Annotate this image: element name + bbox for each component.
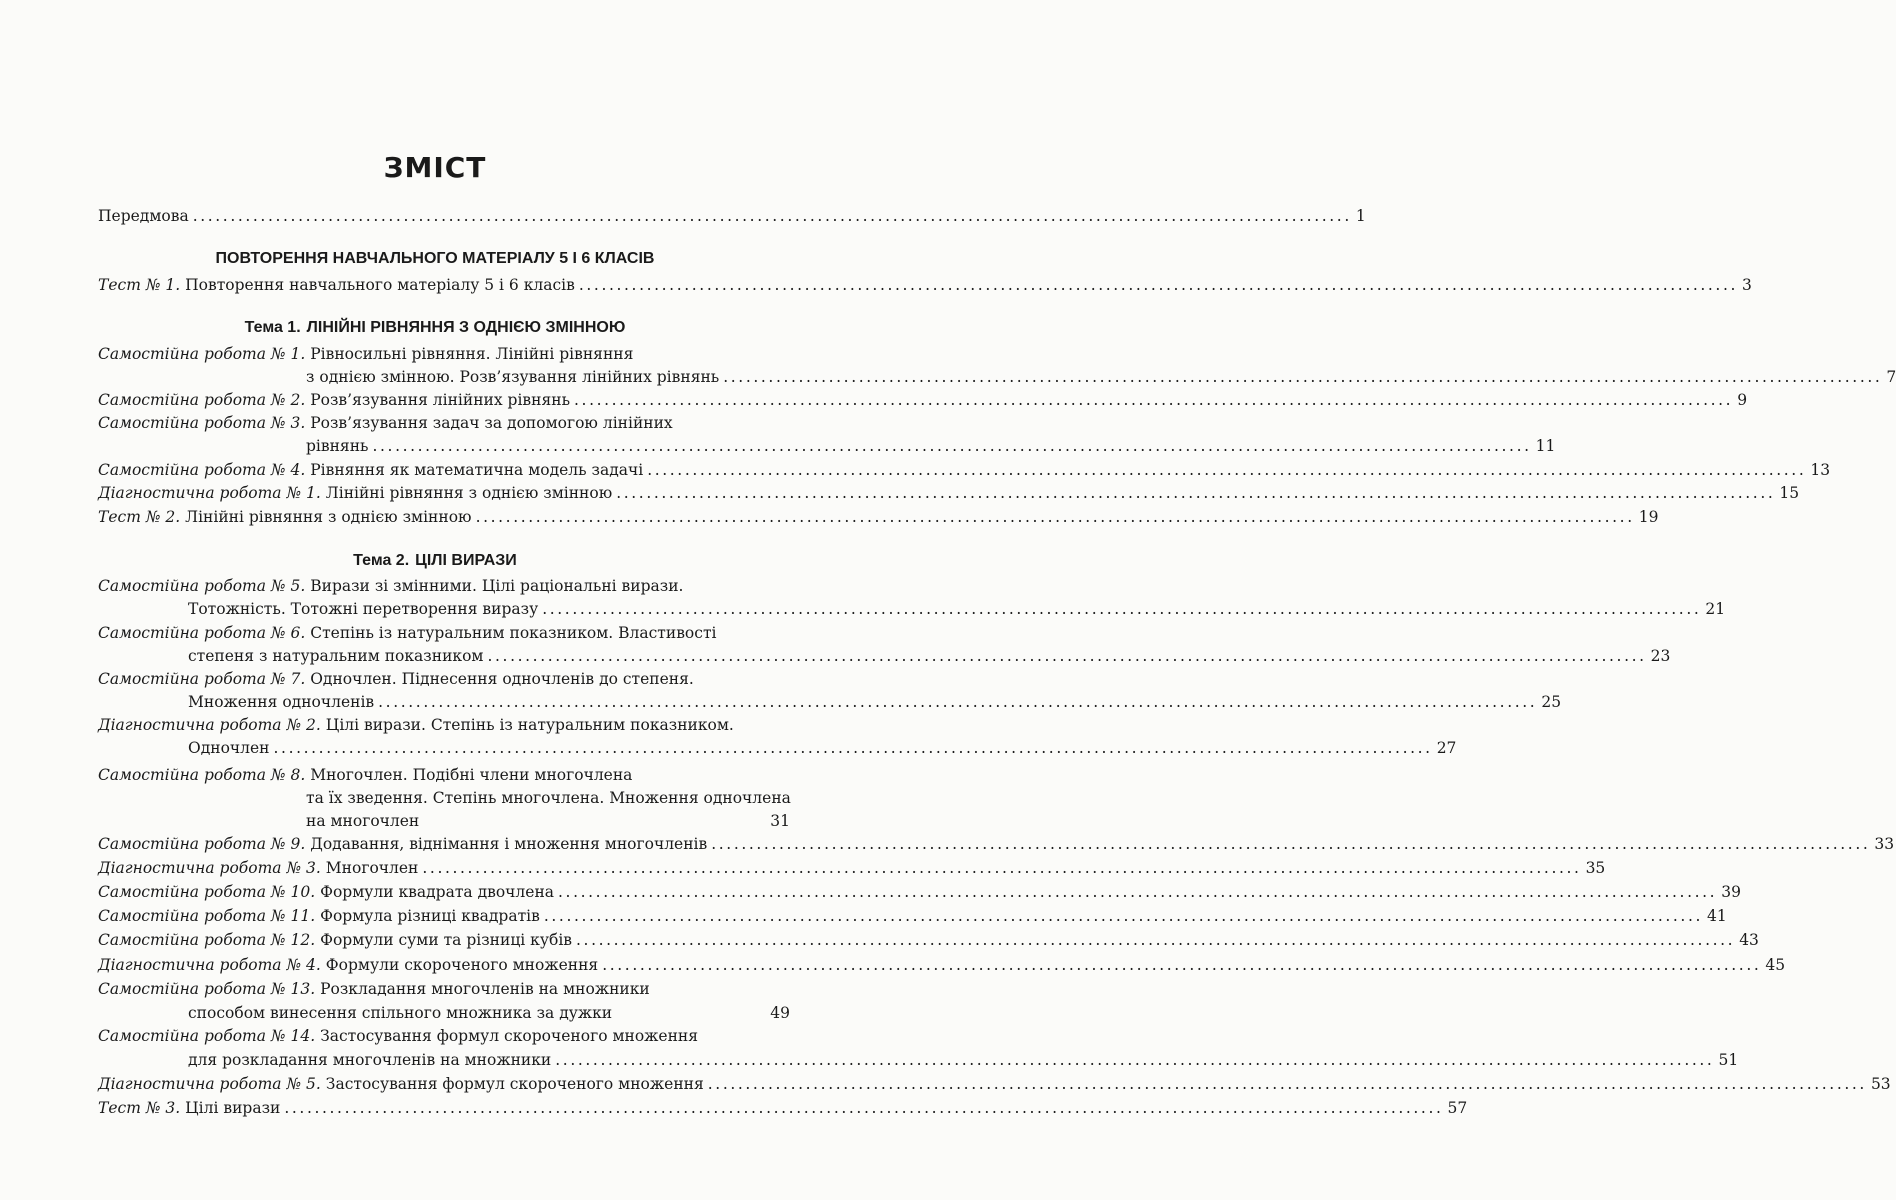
toc-entry-text: Одночлен [188, 739, 270, 757]
toc-entry-text: Формули суми та різниці кубів [320, 931, 573, 949]
toc-page-number: 15 [1779, 484, 1800, 502]
toc-entry-label: Самостійна робота № 3. [98, 414, 306, 432]
dot-leader: .......................................................................................................................................................... [616, 484, 1776, 502]
toc-page-number: 35 [1585, 859, 1606, 877]
toc-page-number: 27 [1436, 739, 1457, 757]
section-title: ПОВТОРЕННЯ НАВЧАЛЬНОГО МАТЕРІАЛУ 5 І 6 КЛАСІВ [215, 250, 655, 267]
toc-page-number: 3 [1742, 276, 1752, 294]
toc-entry-label: Самостійна робота № 7. [98, 670, 306, 688]
toc-preface [98, 205, 1366, 227]
toc-entry [188, 737, 1457, 759]
toc-entry [98, 954, 1786, 976]
toc-entry-line [98, 764, 632, 786]
toc-entry-text: Рівносильні рівняння. Лінійні рівняння [310, 345, 634, 363]
toc-entry-line [98, 622, 716, 644]
toc-entry-label: Самостійна робота № 10. [98, 883, 316, 901]
toc-preface-text: Передмова [98, 207, 189, 225]
toc-page-number: 11 [1535, 437, 1556, 455]
toc-entry-text: Повторення навчального матеріалу 5 і 6 класів [185, 276, 575, 294]
section-heading-review [0, 248, 870, 270]
toc-entry-text: Формули квадрата двочлена [320, 883, 555, 901]
dot-leader: .......................................................................................................................................................... [723, 368, 1883, 386]
toc-page-number: 41 [1707, 907, 1727, 925]
toc-entry-label: Самостійна робота № 1. [98, 345, 306, 363]
toc-entry [98, 857, 1606, 879]
toc-page-number: 21 [1705, 600, 1726, 618]
toc-page-number: 1 [1355, 207, 1366, 225]
dot-leader: .......................................................................................................................................................... [558, 883, 1718, 901]
toc-entry-text: рівнянь [306, 437, 369, 455]
toc-entry-text: Цілі вирази [185, 1099, 281, 1117]
toc-page-number: 7 [1886, 368, 1896, 386]
toc-entry-text: Одночлен. Піднесення одночленів до степеня. [310, 670, 694, 688]
toc-page-number: 9 [1737, 391, 1748, 409]
toc-entry-text: Рівняння як математична модель задачі [310, 461, 644, 479]
toc-entry-label: Самостійна робота № 4. [98, 461, 306, 479]
toc-entry-label: Самостійна робота № 11. [98, 907, 316, 925]
section-title: ЦІЛІ ВИРАЗИ [415, 552, 517, 569]
toc-entry-label: Самостійна робота № 5. [98, 577, 306, 595]
toc-entry [98, 1073, 1891, 1095]
toc-entry [98, 1097, 1468, 1119]
toc-entry-text: Розв’язування задач за допомогою лінійних [310, 414, 673, 432]
toc-entry [188, 598, 1726, 620]
toc-page-number: 13 [1810, 461, 1831, 479]
dot-leader: .......................................................................................................................................................... [555, 1051, 1715, 1069]
toc-page-number: 53 [1870, 1075, 1891, 1093]
toc-entry-line [98, 343, 633, 365]
toc-entry-text: Формули скороченого множення [325, 956, 599, 974]
toc-entry [98, 881, 1741, 903]
section-prefix: Тема 2. [353, 552, 410, 569]
toc-entry-text: Степінь із натуральним показником. Властивості [310, 624, 717, 642]
dot-leader: .......................................................................................................................................................... [192, 207, 1352, 225]
toc-page-number: 19 [1638, 508, 1659, 526]
toc-entry-text: Вирази зі змінними. Цілі раціональні вирази. [310, 577, 684, 595]
toc-entry-text: Множення одночленів [188, 693, 375, 711]
toc-page-number: 43 [1739, 931, 1759, 949]
section-heading-topic1 [0, 317, 870, 339]
dot-leader: .......................................................................................................................................................... [707, 1075, 1867, 1093]
dot-leader: .......................................................................................................................................................... [647, 461, 1807, 479]
toc-entry-line [98, 412, 673, 434]
toc-entry [98, 274, 1752, 296]
dot-leader: .......................................................................................................................................................... [602, 956, 1762, 974]
toc-entry-text: Лінійні рівняння з однією змінною [185, 508, 472, 526]
toc-entry-line [98, 714, 734, 736]
toc-entry-text: Лінійні рівняння з однією змінною [325, 484, 613, 502]
toc-page-number: 45 [1765, 956, 1786, 974]
toc-entry-label: Самостійна робота № 9. [98, 835, 306, 853]
toc-page-number: 49 [770, 1004, 790, 1022]
toc-page-number: 23 [1650, 647, 1671, 665]
toc-entry-label: Самостійна робота № 8. [98, 766, 306, 784]
toc-entry-label: Діагностична робота № 2. [98, 716, 321, 734]
toc-entry [306, 435, 1556, 457]
toc-entry-label: Діагностична робота № 3. [98, 859, 321, 877]
dot-leader: .......................................................................................................................................................... [372, 437, 1532, 455]
toc-entry-line [98, 668, 694, 690]
toc-entry-text: для розкладання многочленів на множники [188, 1051, 552, 1069]
toc-entry [98, 905, 1727, 927]
toc-entry-label: Тест № 2. [98, 508, 181, 526]
toc-entry [188, 645, 1671, 667]
dot-leader: .......................................................................................................................................................... [576, 931, 1736, 949]
toc-entry-label: Самостійна робота № 12. [98, 931, 316, 949]
dot-leader: .......................................................................................................................................................... [578, 276, 1739, 294]
toc-entry-label: Діагностична робота № 4. [98, 956, 321, 974]
dot-leader: .......................................................................................................................................................... [543, 907, 1704, 925]
toc-entry [98, 482, 1800, 504]
toc-entry [188, 691, 1562, 713]
page-title: ЗМІСТ [383, 151, 487, 184]
toc-page-number: 25 [1541, 693, 1562, 711]
toc-entry [188, 1049, 1739, 1071]
toc-entry-text: Формула різниці квадратів [320, 907, 540, 925]
toc-entry-text: та їх зведення. Степінь многочлена. Множення одночлена [306, 789, 791, 807]
dot-leader: .......................................................................................................................................................... [487, 647, 1647, 665]
toc-page-number: 31 [770, 812, 790, 830]
toc-entry-line [98, 1025, 698, 1047]
dot-leader: .......................................................................................................................................................... [475, 508, 1635, 526]
toc-entry [306, 810, 790, 832]
toc-page-number: 51 [1718, 1051, 1739, 1069]
toc-entry-text: Розкладання многочленів на множники [320, 980, 650, 998]
dot-leader: .......................................................................................................................................................... [574, 391, 1734, 409]
dot-leader: .......................................................................................................................................................... [284, 1099, 1444, 1117]
toc-entry-line [306, 787, 791, 809]
dot-leader: .......................................................................................................................................................... [273, 739, 1433, 757]
toc-entry [98, 929, 1759, 951]
toc-entry-label: Тест № 1. [98, 276, 181, 294]
toc-entry [98, 506, 1659, 528]
toc-entry-text: Додавання, віднімання і множення многочленів [310, 835, 708, 853]
section-heading-topic2 [0, 550, 870, 572]
toc-entry-text: Цілі вирази. Степінь із натуральним показником. [325, 716, 734, 734]
toc-entry-label: Самостійна робота № 14. [98, 1027, 316, 1045]
toc-entry-label: Діагностична робота № 1. [98, 484, 321, 502]
toc-entry-label: Діагностична робота № 5. [98, 1075, 321, 1093]
toc-entry-text: Многочлен [325, 859, 419, 877]
toc-entry-label: Самостійна робота № 6. [98, 624, 306, 642]
dot-leader: .......................................................................................................................................................... [542, 600, 1702, 618]
toc-entry [188, 1002, 790, 1024]
toc-entry-text: степеня з натуральним показником [188, 647, 484, 665]
toc-page-number: 57 [1447, 1099, 1468, 1117]
toc-entry-label: Тест № 3. [98, 1099, 181, 1117]
toc-page-number: 39 [1721, 883, 1741, 901]
toc-entry-text: Многочлен. Подібні члени многочлена [310, 766, 633, 784]
toc-page-number: 33 [1874, 835, 1895, 853]
toc-entry-label: Самостійна робота № 13. [98, 980, 316, 998]
toc-entry [98, 833, 1895, 855]
dot-leader: .......................................................................................................................................................... [711, 835, 1871, 853]
toc-entry-text: на многочлен [306, 812, 420, 830]
toc-entry-line [98, 575, 683, 597]
toc-entry-text: з однією змінною. Розв’язування лінійних рівнянь [306, 368, 720, 386]
section-title: ЛІНІЙНІ РІВНЯННЯ З ОДНІЄЮ ЗМІННОЮ [306, 319, 626, 336]
toc-entry-line [98, 978, 650, 1000]
toc-entry-text: Тотожність. Тотожні перетворення виразу [188, 600, 539, 618]
toc-entry-text: Застосування формул скороченого множення [325, 1075, 704, 1093]
toc-entry-text: Застосування формул скороченого множення [320, 1027, 699, 1045]
dot-leader: .......................................................................................................................................................... [378, 693, 1538, 711]
toc-entry [306, 366, 1896, 388]
toc-entry-text: Розв’язування лінійних рівнянь [310, 391, 571, 409]
toc-entry-label: Самостійна робота № 2. [98, 391, 306, 409]
toc-entry [98, 459, 1831, 481]
toc-entry [98, 389, 1748, 411]
dot-leader: .......................................................................................................................................................... [422, 859, 1582, 877]
section-prefix: Тема 1. [244, 319, 301, 336]
toc-entry-text: способом винесення спільного множника за дужки [188, 1004, 613, 1022]
